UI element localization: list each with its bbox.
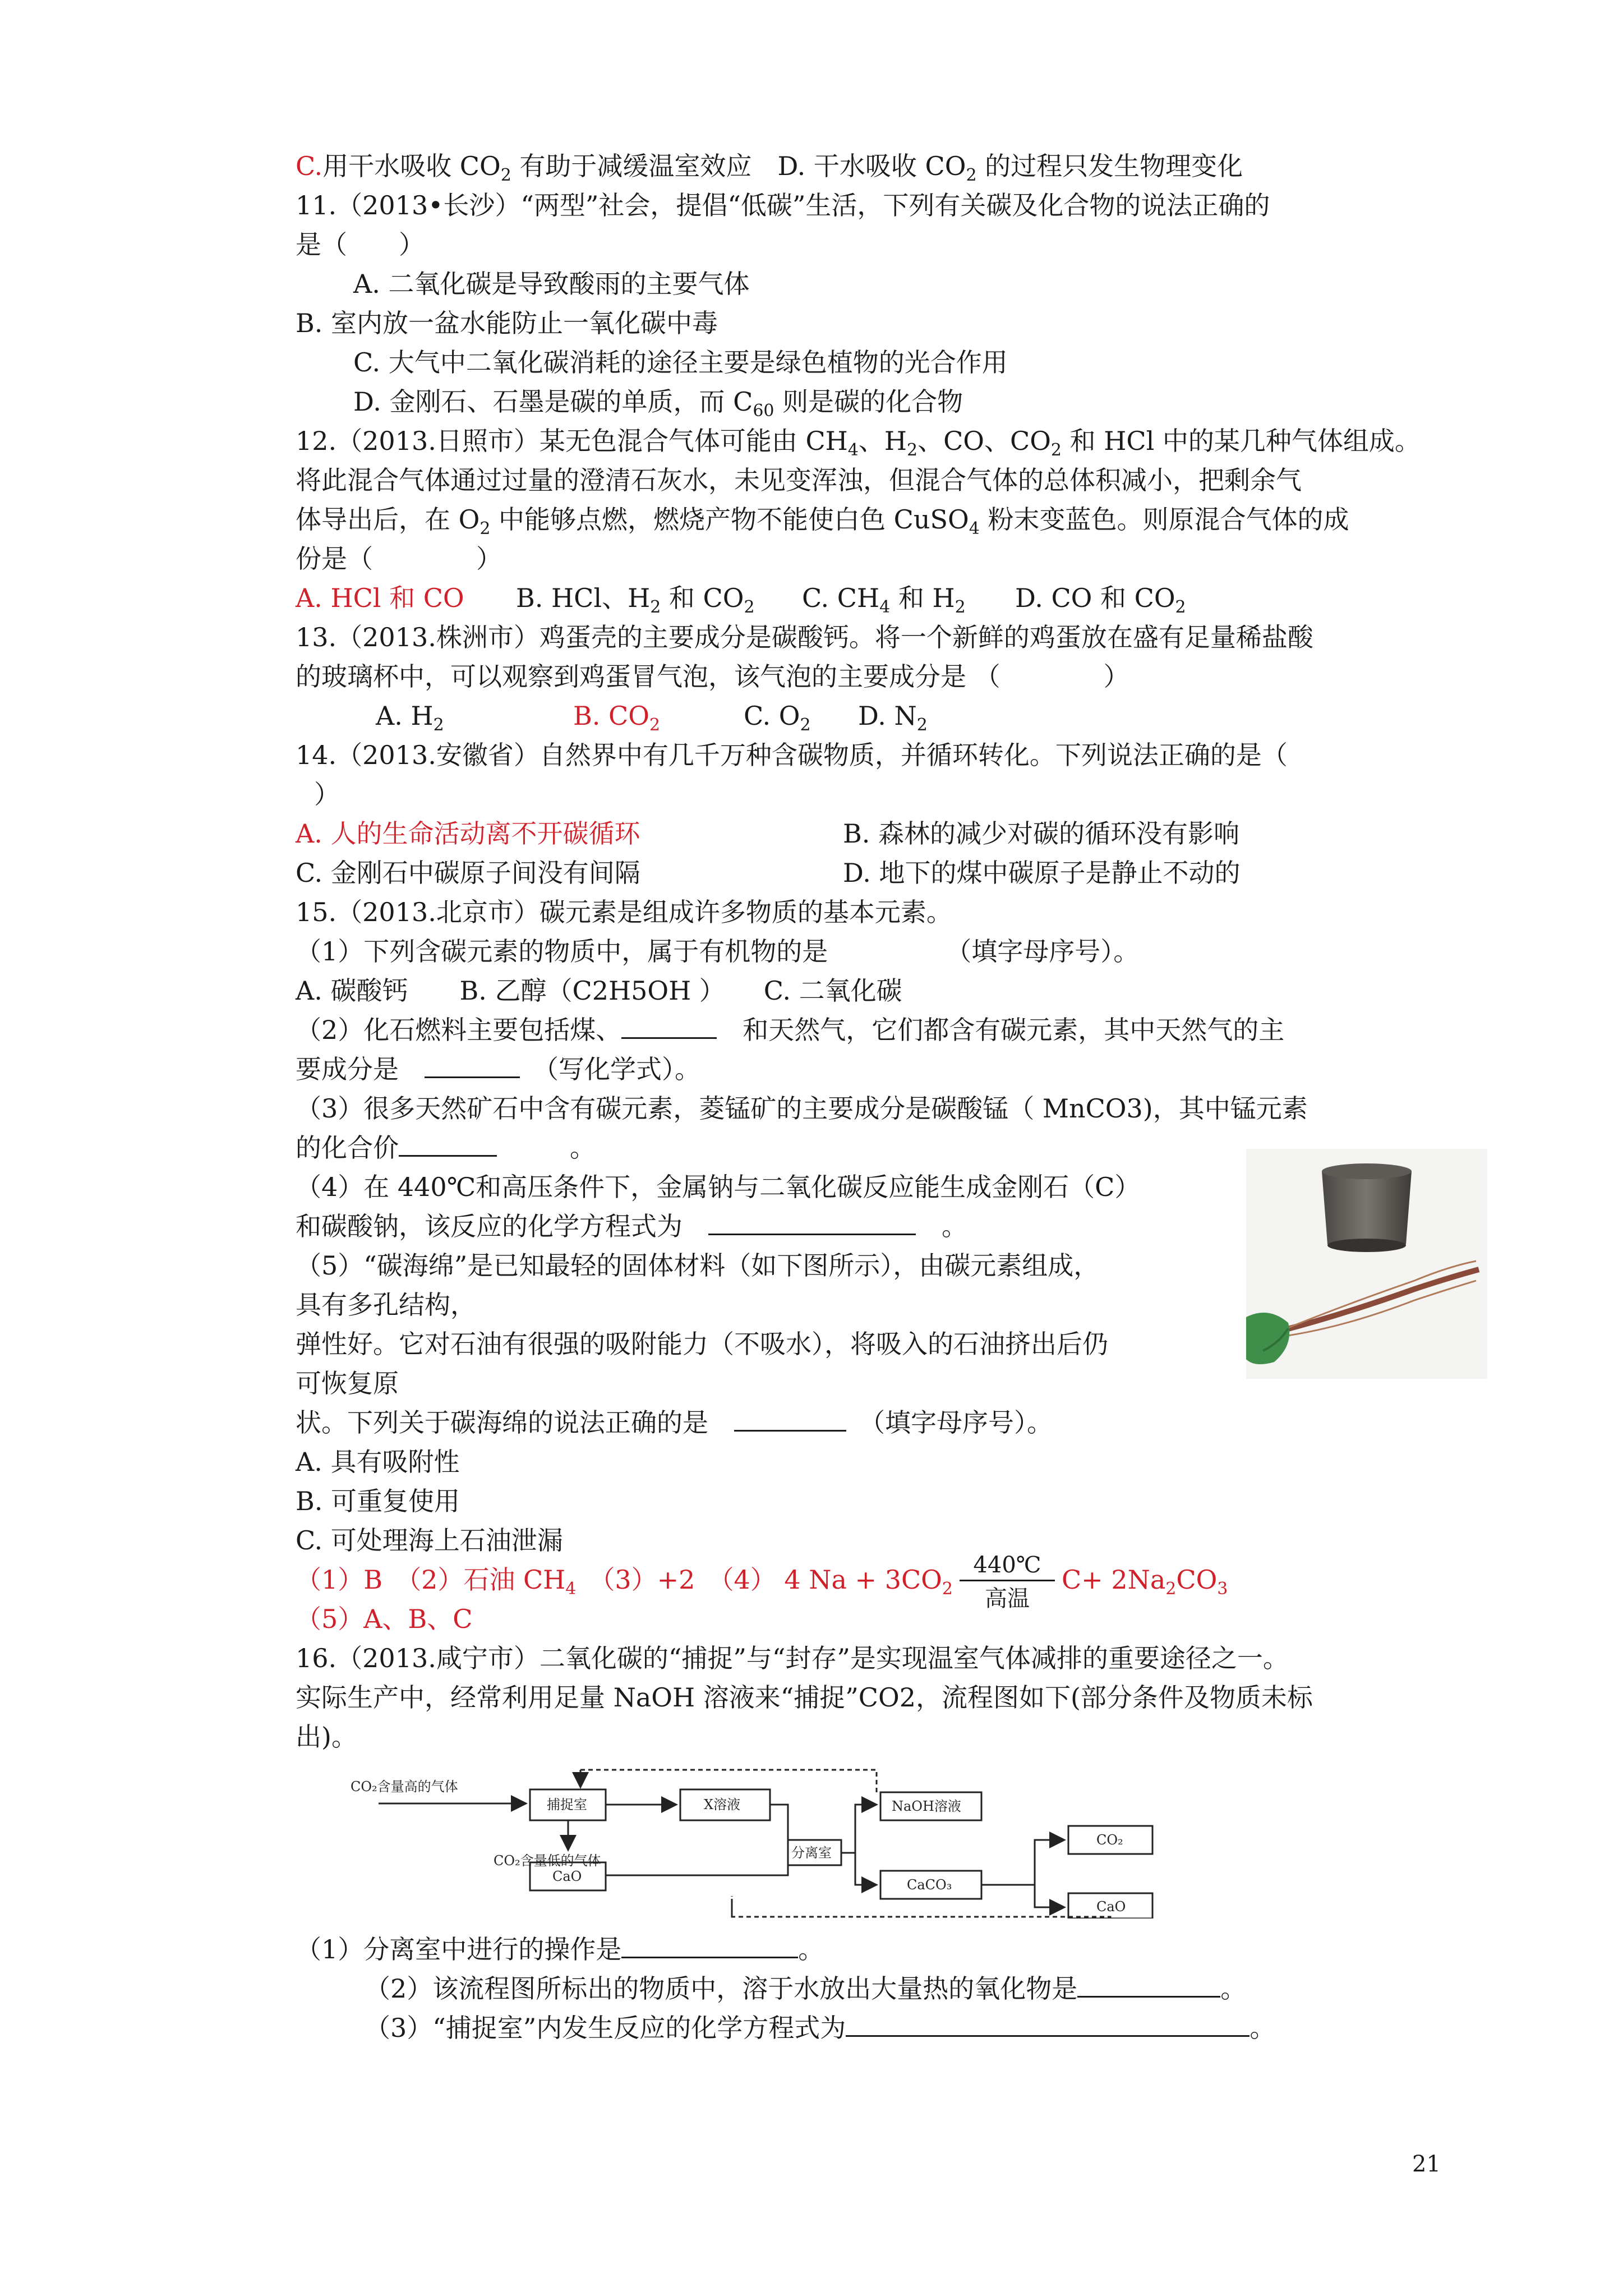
- q15-option-a: A. 具有吸附性: [296, 1447, 460, 1477]
- answer-blank[interactable]: [621, 1933, 798, 1958]
- q15-part4-line1: （4）在 440℃和高压条件下，金属钠与二氧化碳反应能生成金刚石（C）: [296, 1172, 1141, 1202]
- output-gas-label: CO₂含量低的气体: [494, 1853, 601, 1869]
- q15-part1-options: A. 碳酸钙 B. 乙醇（C2H5OH ） C. 二氧化碳: [296, 976, 902, 1006]
- separation-room-label: 分离室: [791, 1845, 832, 1861]
- q15-part4-line2: 和碳酸钠，该反应的化学方程式为 。: [296, 1211, 967, 1241]
- capture-chamber-label: 捕捉室: [547, 1797, 587, 1812]
- cao-product-label: CaO: [1096, 1899, 1126, 1915]
- q11-option-d: D. 金刚石、石墨是碳的单质，而 $C_{60}$ 则是碳的化合物: [353, 386, 963, 421]
- q13-option-d: D. $N_2$: [858, 701, 928, 735]
- q15-part2-line2: 要成分是 （写化学式）。: [296, 1054, 700, 1084]
- carbon-sponge-photo: [1246, 1149, 1487, 1379]
- cao-left-label: CaO: [552, 1869, 582, 1884]
- q13-stem-line1: 13.（2013.株洲市）鸡蛋壳的主要成分是碳酸钙。将一个新鲜的鸡蛋放在盛有足量稀盐酸: [296, 622, 1313, 652]
- q11-option-a: A. 二氧化碳是导致酸雨的主要气体: [353, 269, 750, 299]
- q15-part5-line1: （5）“碳海绵”是已知最轻的固体材料（如下图所示），由碳元素组成，: [296, 1250, 1100, 1281]
- reaction-condition: $\frac{440℃}{\text{高温}}$: [960, 1563, 1055, 1596]
- x-solution-label: X溶液: [704, 1797, 741, 1812]
- q15-part3-line2: 的化合价 。: [296, 1133, 596, 1163]
- q15-part2-line1: （2）化石燃料主要包括煤、 和天然气，它们都含有碳元素，其中天然气的主: [296, 1015, 1285, 1045]
- q15-answer-line2: （5）A、B、C: [296, 1604, 473, 1634]
- caco3-label: CaCO₃: [907, 1877, 952, 1893]
- naoh-solution-label: NaOH溶液: [892, 1798, 961, 1814]
- q10-options-cd: C.用干水吸收 $CO_2$ 有助于减缓温室效应 D. 干水吸收 $CO_2$ 的过程只发生物理变化: [296, 151, 1243, 185]
- q11-option-c: C. 大气中二氧化碳消耗的途径主要是绿色植物的光合作用: [353, 347, 1008, 378]
- input-gas-label: CO₂含量高的气体: [351, 1779, 458, 1795]
- answer-blank[interactable]: [621, 1015, 717, 1039]
- q16-stem-line1: 16.（2013.咸宁市）二氧化碳的“捕捉”与“封存”是实现温室气体减排的重要途径之一。: [296, 1643, 1289, 1673]
- q15-part5-line3: 弹性好。它对石油有很强的吸附能力（不吸水），将吸入的石油挤出后仍: [296, 1329, 1108, 1359]
- q14-option-d: D. 地下的煤中碳原子是静止不动的: [843, 858, 1241, 888]
- q11-stem-line2: 是（ ）: [296, 229, 425, 260]
- q12-option-a: A. HCl 和 CO: [296, 583, 464, 613]
- page-number: 21: [1412, 2151, 1441, 2177]
- q15-answer-line1: （1）B （2）石油 $CH_4$ （3）+2 （4） 4 $Na + 3CO_2$ $\frac{440℃}{\text{高温}}$ $C+ 2Na_2CO_3$: [296, 1552, 1228, 1612]
- co2-capture-flow-diagram: [339, 1764, 1164, 1918]
- q12-option-c: C. $CH_4$ 和 $H_2$: [802, 583, 966, 617]
- q14-option-b: B. 森林的减少对碳的循环没有影响: [843, 818, 1240, 849]
- answer-blank[interactable]: [399, 1133, 497, 1157]
- answer-blank[interactable]: [734, 1407, 846, 1432]
- q15-part3-line1: （3）很多天然矿石中含有碳元素，菱锰矿的主要成分是碳酸锰（ MnCO3)，其中锰元素: [296, 1093, 1308, 1124]
- q15-stem: 15.（2013.北京市）碳元素是组成许多物质的基本元素。: [296, 897, 952, 927]
- q11-stem-line1: 11.（2013•长沙）“两型”社会，提倡“低碳”生活，下列有关碳及化合物的说法正确的: [296, 190, 1270, 220]
- answer-blank[interactable]: [846, 2012, 1249, 2037]
- q14-stem-line1: 14.（2013.安徽省）自然界中有几千万种含碳物质，并循环转化。下列说法正确的是（: [296, 740, 1288, 770]
- q12-option-d: D. CO 和 $CO_2$: [1015, 583, 1186, 617]
- q12-option-b: B. HCl、$H_2$ 和 $CO_2$: [516, 583, 755, 617]
- q15-option-c: C. 可处理海上石油泄漏: [296, 1525, 563, 1556]
- q13-option-b: B. $CO_2$: [573, 701, 661, 735]
- q14-option-c: C. 金刚石中碳原子间没有间隔: [296, 858, 640, 888]
- q15-part5-line4: 可恢复原: [296, 1368, 399, 1398]
- answer-blank[interactable]: [425, 1054, 520, 1078]
- q14-option-a: A. 人的生命活动离不开碳循环: [296, 818, 640, 849]
- q15-part5-line2: 具有多孔结构，: [296, 1290, 476, 1320]
- q16-stem-line3: 出)。: [296, 1722, 357, 1752]
- q16-part1: （1）分离室中进行的操作是 。: [296, 1934, 824, 1964]
- q12-stem-line3: 体导出后，在 $O_2$ 中能够点燃，燃烧产物不能使白色 CuSO$_4$ 粉末变蓝色。则原混合气体的成: [296, 504, 1349, 539]
- q14-stem-line2: ）: [314, 779, 340, 809]
- q16-stem-line2: 实际生产中，经常利用足量 NaOH 溶液来“捕捉”CO2，流程图如下(部分条件及物质未标: [296, 1682, 1313, 1713]
- answer-blank[interactable]: [1077, 1972, 1220, 1998]
- q16-part2: （2）该流程图所标出的物质中，溶于水放出大量热的氧化物是 。: [365, 1973, 1247, 2004]
- co2-product-label: CO₂: [1096, 1832, 1123, 1848]
- q15-part1: （1）下列含碳元素的物质中，属于有机物的是 （填字母序号）。: [296, 936, 1140, 967]
- q12-stem-line1: 12.（2013.日照市）某无色混合气体可能由 $CH_4$、$H_2$、CO、$CO_2$ 和 HCl 中的某几种气体组成。: [296, 426, 1421, 460]
- q15-part5-line5: 状。下列关于碳海绵的说法正确的是 （填字母序号）。: [296, 1407, 1053, 1438]
- q13-option-c: C. $O_2$: [744, 701, 811, 735]
- q16-part3: （3）“捕捉室”内发生反应的化学方程式为 。: [365, 2013, 1276, 2043]
- q13-stem-line2: 的玻璃杯中，可以观察到鸡蛋冒气泡，该气泡的主要成分是 （ ）: [296, 661, 1129, 692]
- answer-blank[interactable]: [708, 1211, 916, 1235]
- q13-option-a: A. $H_2$: [376, 701, 444, 735]
- q11-option-b: B. 室内放一盆水能防止一氧化碳中毒: [296, 308, 718, 338]
- q12-stem-line2: 将此混合气体通过过量的澄清石灰水，未见变浑浊，但混合气体的总体积减小，把剩余气: [296, 465, 1302, 495]
- q15-option-b: B. 可重复使用: [296, 1486, 460, 1516]
- q12-stem-line4: 份是（ ）: [296, 544, 502, 574]
